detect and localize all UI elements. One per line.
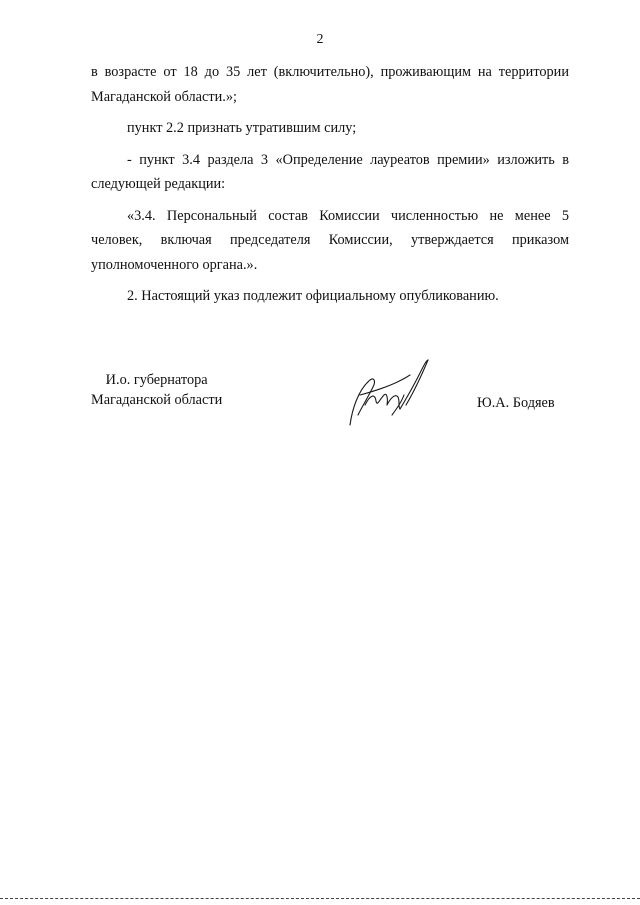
signer-position: [91, 370, 222, 410]
paragraph-item-3-4-text: «3.4. Персональный состав Комиссии численностью не менее 5 человек, включая председателя Комиссии, утверждается приказом уполномоченного органа.».: [91, 207, 569, 273]
paragraph-item-3-4-intro: - пункт 3.4 раздела 3 «Определение лауреатов премии» изложить в следующей редакции:: [91, 151, 569, 192]
paragraph-publication: 2. Настоящий указ подлежит официальному опубликованию.: [127, 288, 499, 304]
page-number: 2: [316, 32, 324, 47]
paragraph-item-2-2: пункт 2.2 признать утратившим силу;: [127, 120, 357, 136]
signer-name: Ю.А. Бодяев: [477, 395, 555, 411]
signer-position-line1: И.о. губернатора: [105, 372, 208, 388]
signer-position-line2: Магаданской области: [91, 392, 223, 408]
paragraph-continuation: в возрасте от 18 до 35 лет (включительно), проживающим на территории Магаданской области.»;: [91, 64, 569, 105]
bottom-scan-edge: [0, 898, 640, 899]
document-body: [91, 60, 569, 316]
handwritten-signature: [340, 355, 440, 435]
